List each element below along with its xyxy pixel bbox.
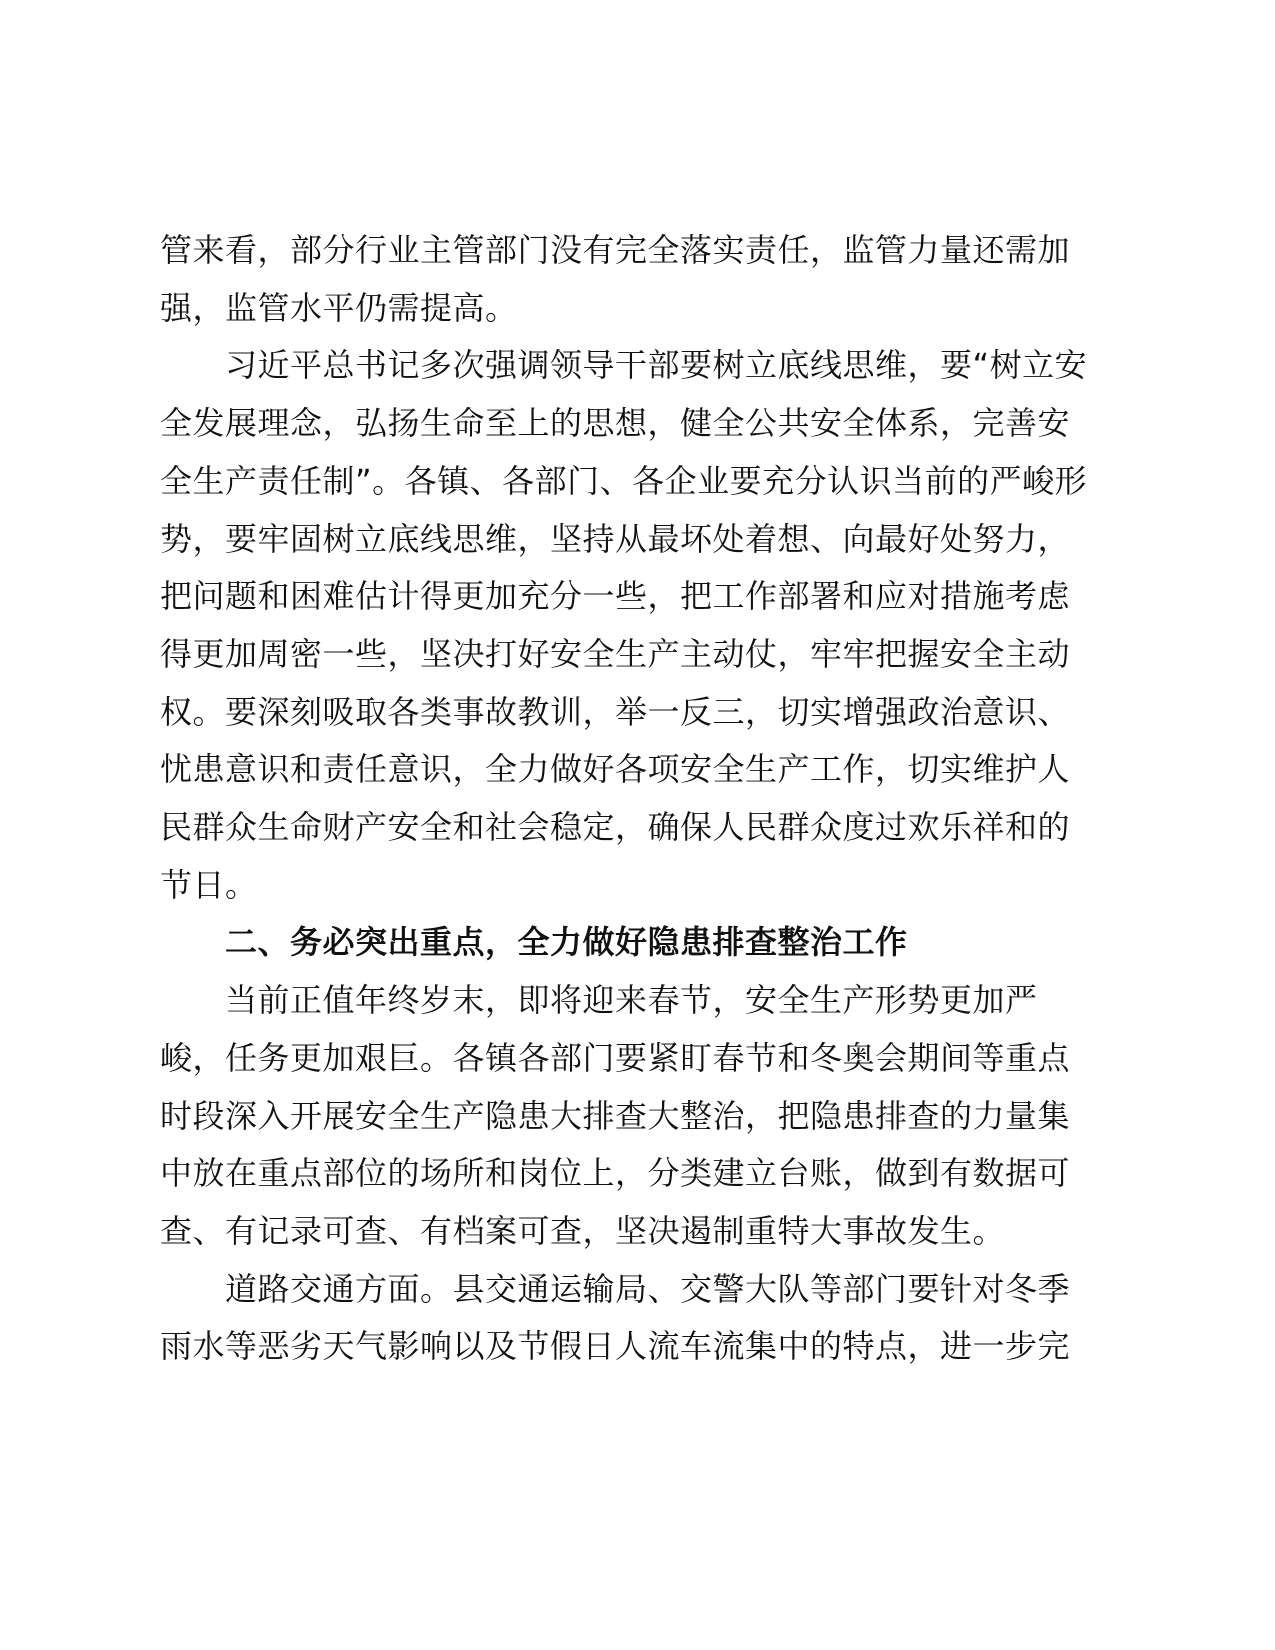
document-body — [160, 222, 1100, 1376]
paragraph-hazard-inspection: 当前正值年终岁末，即将迎来春节，安全生产形势更加严峻，任务更加艰巨。各镇各部门要紧盯春节和冬奥会期间等重点时段深入开展安全生产隐患大排查大整治，把隐患排查的力量集中放在重点部位的场所和岗位上，分类建立台账，做到有数据可查、有记录可查、有档案可查，坚决遏制重特大事故发生。 — [160, 981, 1071, 1250]
paragraph-supervision: 管来看，部分行业主管部门没有完全落实责任，监管力量还需加强，监管水平仍需提高。 — [160, 231, 1071, 327]
paragraph-road-traffic: 道路交通方面。县交通运输局、交警大队等部门要针对冬季雨水等恶劣天气影响以及节假日人流车流集中的特点，进一步完 — [160, 1269, 1071, 1366]
paragraph-bottom-line-thinking: 习近平总书记多次强调领导干部要树立底线思维，要“树立安全发展理念，弘扬生命至上的思想，健全公共安全体系，完善安全生产责任制”。各镇、各部门、各企业要充分认识当前的严峻形势，要牢固树立底线思维，坚持从最坏处着想、向最好处努力，把问题和困难估计得更加充分一些，把工作部署和应对措施考虑得更加周密一些，坚决打好安全生产主动仗，牢牢把握安全主动权。要深刻吸取各类事故教训，举一反三，切实增强政治意识、忧患意识和责任意识，全力做好各项安全生产工作，切实维护人民群众生命财产安全和社会稳定，确保人民群众度过欢乐祥和的节日。 — [160, 346, 1088, 904]
section-heading-2: 二、务必突出重点，全力做好隐患排查整治工作 — [225, 923, 908, 962]
